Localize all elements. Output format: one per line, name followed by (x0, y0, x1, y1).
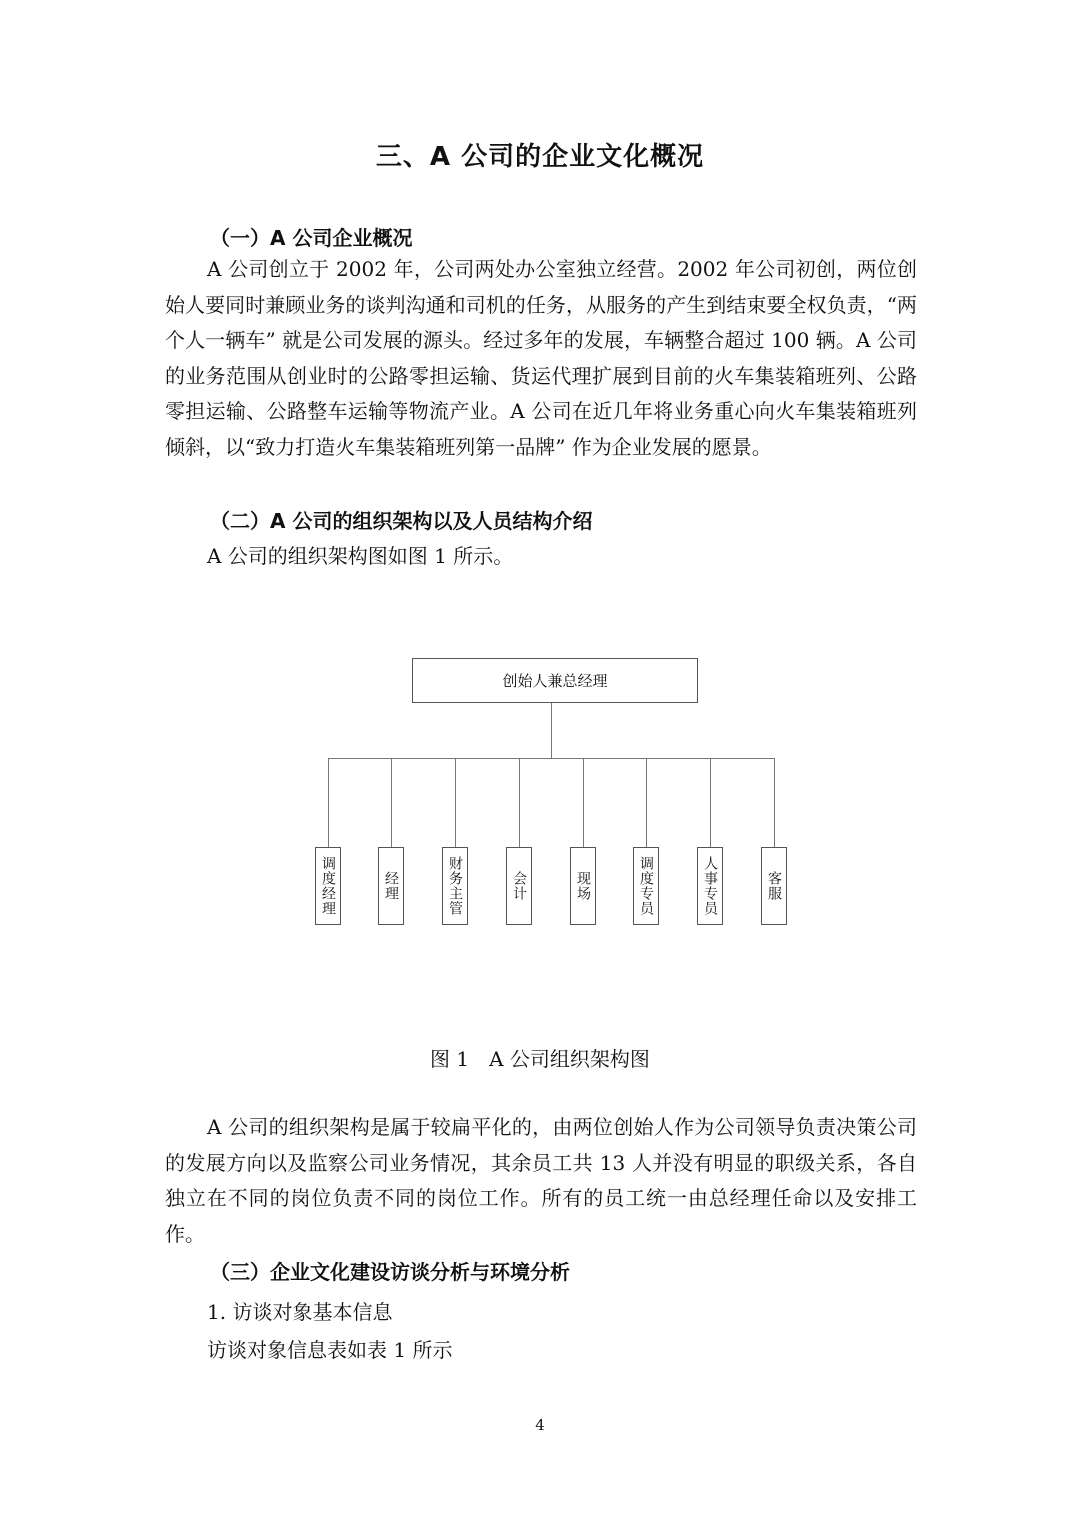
section-2-body: A 公司的组织架构是属于较扁平化的，由两位创始人作为公司领导负责决策公司的发展方向以及监察公司业务情况，其余员工共 13 人并没有明显的职级关系，各自独立在不同的岗位负责不同的岗位工作。所有的员工统一由总经理任命以及安排工作。 (165, 1115, 917, 1246)
org-node-hr-specialist: 人事专员 (697, 847, 723, 925)
page-number: 4 (535, 1416, 545, 1434)
section-2-heading: （二）A 公司的组织架构以及人员结构介绍 (210, 509, 593, 533)
connector (710, 758, 711, 847)
branch-line (328, 758, 775, 759)
org-chart (300, 650, 810, 940)
connector (519, 758, 520, 847)
figure-caption: 图 1 A 公司组织架构图 (430, 1047, 650, 1071)
org-node-dispatch-specialist: 调度专员 (633, 847, 659, 925)
section-3-line: 访谈对象信息表如表 1 所示 (207, 1338, 453, 1362)
org-node-dispatch-manager: 调度经理 (315, 847, 341, 925)
org-chart-root: 创始人兼总经理 (412, 658, 698, 703)
root-connector (551, 703, 552, 758)
section-2-intro: A 公司的组织架构图如图 1 所示。 (207, 544, 514, 568)
page-title: 三、A 公司的企业文化概况 (375, 142, 705, 172)
section-3-subheading: 1. 访谈对象基本信息 (207, 1300, 393, 1324)
org-node-manager: 经理 (378, 847, 404, 925)
connector (455, 758, 456, 847)
org-node-finance-supervisor: 财务主管 (442, 847, 468, 925)
connector (646, 758, 647, 847)
org-node-customer-service: 客服 (761, 847, 787, 925)
org-node-accountant: 会计 (506, 847, 532, 925)
org-node-onsite: 现场 (570, 847, 596, 925)
section-1-heading: （一）A 公司企业概况 (210, 226, 413, 250)
section-3-heading: （三）企业文化建设访谈分析与环境分析 (210, 1260, 570, 1284)
connector (583, 758, 584, 847)
connector (391, 758, 392, 847)
connector (774, 758, 775, 847)
connector (328, 758, 329, 847)
section-1-paragraph: A 公司创立于 2002 年，公司两处办公室独立经营。2002 年公司初创，两位创始人要同时兼顾业务的谈判沟通和司机的任务，从服务的产生到结束要全权负责，“两个人一辆车” 就是公司发展的源头。经过多年的发展，车辆整合超过 100 辆。A 公司的业务范围从创业时的公路零担运输、货运代理扩展到目前的火车集装箱班列、公路零担运输、公路整车运输等物流产业。A 公司在近几年将业务重心向火车集装箱班列倾斜，以“致力打造火车集装箱班列第一品牌” 作为企业发展的愿景。 (165, 257, 917, 459)
